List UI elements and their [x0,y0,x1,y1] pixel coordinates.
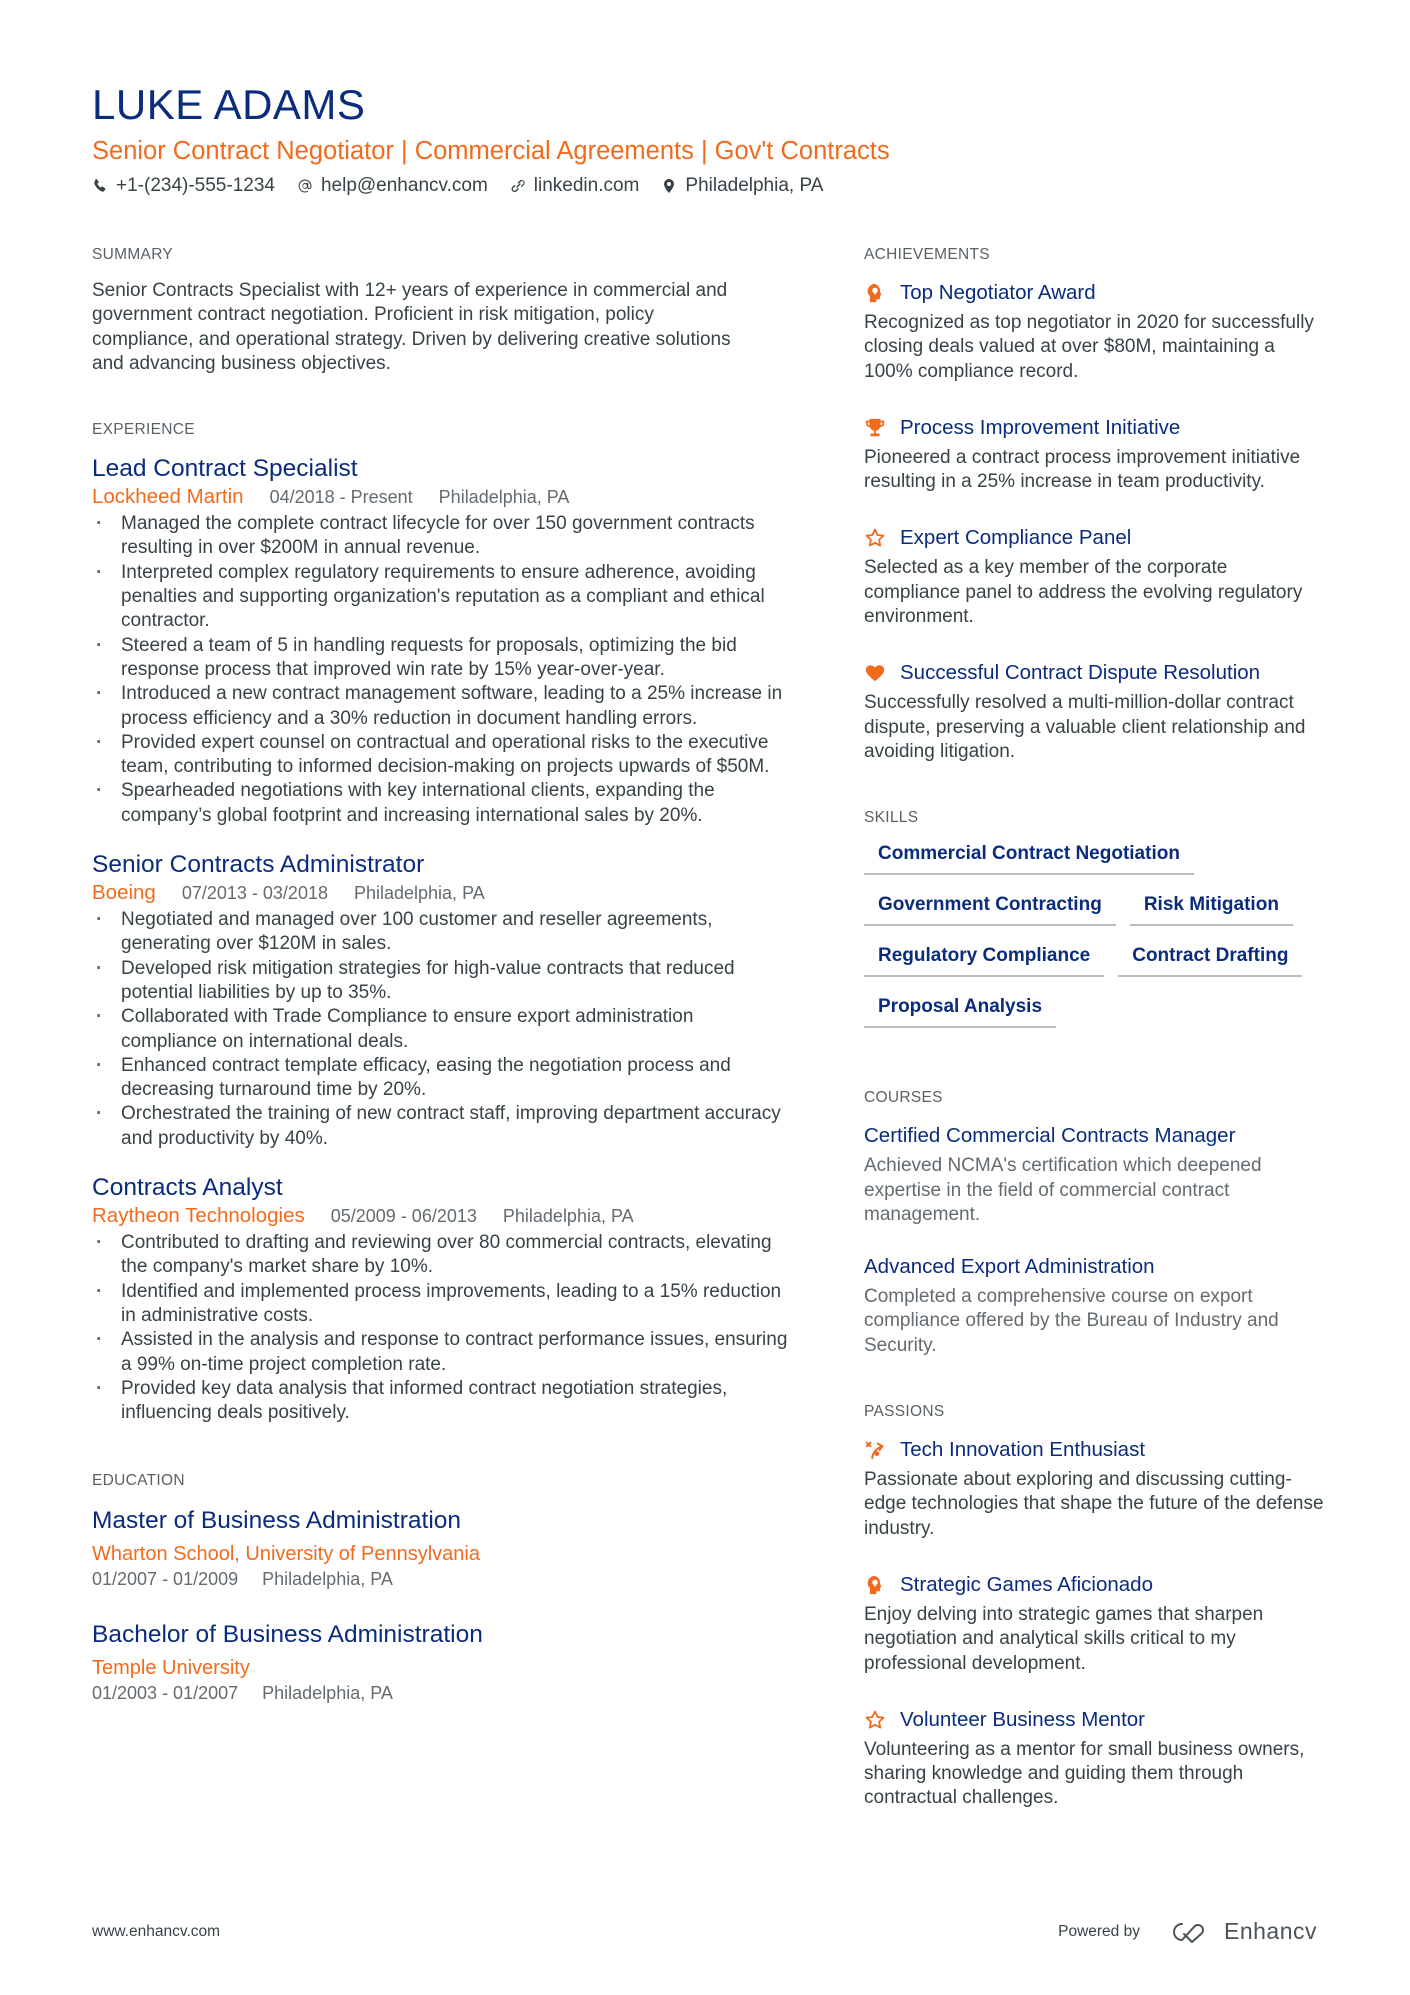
edu-location: Philadelphia, PA [262,1569,393,1590]
achievement-title: Process Improvement Initiative [900,415,1181,439]
achievement-item [864,524,1324,629]
enhancv-brand-name: Enhancv [1223,1918,1317,1944]
contact-location-text: Philadelphia, PA [685,175,824,196]
edu-school: Wharton School, University of Pennsylvania [92,1543,480,1566]
achievement-item [864,659,1324,764]
passion-title: Strategic Games Aficionado [900,1572,1153,1596]
education-heading: EDUCATION [92,1472,185,1490]
summary-text: Senior Contracts Specialist with 12+ years of experience in commercial and government contract negotiation. Proficient in risk mitigation, policy compliance, and operational strategy. Driven by delivering creative solutions and advancing business objectives. [92,280,731,374]
job-location: Philadelphia, PA [353,883,485,904]
job-bullet: · Assisted in the analysis and response to contract performance issues, ensuring a 99% on-time project completion rate. [92,1328,792,1377]
job-meta [92,880,792,906]
job-bullet: · Negotiated and managed over 100 customer and reseller agreements, generating over $120M in sales. [92,908,792,957]
job-company: Raytheon Technologies [92,1204,305,1228]
skill-tag: Proposal Analysis [864,991,1056,1028]
candidate-headline: Senior Contract Negotiator | Commercial Agreements | Gov't Contracts [92,137,890,165]
achievement-title: Expert Compliance Panel [900,526,1132,550]
achievements-heading: ACHIEVEMENTS [864,246,990,263]
head-lightbulb-icon [864,1574,886,1596]
summary-section [92,245,792,376]
passions-heading: PASSIONS [864,1403,945,1421]
job-entry [92,1173,792,1425]
enhancv-logo[interactable] [1166,1918,1317,1945]
job-bullet: · Provided key data analysis that informed contract negotiation strategies, influencing deals positively. [92,1377,792,1426]
contact-phone-text: +1-(234)-555-1234 [116,175,275,196]
job-bullets [92,512,792,828]
job-bullet: · Provided expert counsel on contractual and operational risks to the executive team, contributing to informed decision-making on projects upwards of $50M. [92,731,792,780]
contact-linkedin-text: linkedin.com [533,175,640,196]
achievement-title: Top Negotiator Award [900,281,1096,304]
passion-item [864,1706,1324,1811]
job-dates: 04/2018 - Present [269,487,413,508]
achievement-desc: Pioneered a contract process improvement initiative resulting in a 25% increase in team productivity. [864,446,1301,493]
job-bullets [92,1231,792,1425]
passion-item [864,1571,1324,1676]
edu-meta [92,1681,792,1705]
contact-location [661,172,823,200]
edu-location: Philadelphia, PA [262,1683,393,1704]
job-company: Boeing [92,881,156,905]
course-title: Certified Commercial Contracts Manager [864,1124,1236,1148]
resume-header [92,80,1322,200]
skill-tag: Commercial Contract Negotiation [864,838,1194,875]
education-entry [92,1505,792,1591]
powered-by-label: Powered by [1058,1922,1140,1940]
edu-degree: Master of Business Administration [92,1507,462,1535]
contact-linkedin[interactable] [510,172,640,200]
edu-meta [92,1567,792,1591]
right-column [864,245,1324,1849]
job-entry [92,454,792,828]
edu-dates: 01/2007 - 01/2009 [92,1569,239,1590]
edu-school: Temple University [92,1657,250,1680]
edu-dates: 01/2003 - 01/2007 [92,1683,239,1704]
contact-email[interactable] [297,172,488,200]
job-title: Lead Contract Specialist [92,455,358,483]
achievements-section [864,245,1324,764]
experience-section [92,420,792,1425]
skill-tag: Regulatory Compliance [864,940,1104,977]
skills-section [864,808,1324,1028]
candidate-name: LUKE ADAMS [92,81,366,128]
job-dates: 07/2013 - 03/2018 [181,883,328,904]
course-item [864,1122,1324,1227]
job-bullet: · Interpreted complex regulatory requirements to ensure adherence, avoiding penalties and supporting organization's reputation as a compliant and ethical contractor. [92,561,792,634]
passion-header [864,1706,1324,1734]
courses-section [864,1088,1324,1358]
achievement-header [864,524,1324,552]
location-pin-icon [661,178,677,194]
skills-list [864,838,1324,1028]
phone-icon [92,178,108,194]
contact-email-text: help@enhancv.com [320,175,488,196]
head-lightbulb-icon [864,282,886,304]
footer-website-link[interactable]: www.enhancv.com [92,1922,221,1940]
job-bullet: · Introduced a new contract management software, leading to a 25% increase in process efficiency and a 30% reduction in document handling errors. [92,682,792,731]
passion-desc: Passionate about exploring and discussing cutting-edge technologies that shape the future of the defense industry. [864,1469,1324,1539]
heart-icon [864,662,886,684]
link-icon [510,178,526,194]
job-bullets [92,908,792,1151]
job-entry [92,850,792,1151]
job-bullet: · Steered a team of 5 in handling requests for proposals, optimizing the bid response process that improved win rate by 15% year-over-year. [92,634,792,683]
job-dates: 05/2009 - 06/2013 [330,1206,477,1227]
job-bullet: · Identified and implemented process improvements, leading to a 15% reduction in administrative costs. [92,1280,792,1329]
passion-desc: Enjoy delving into strategic games that sharpen negotiation and analytical skills critical to my professional development. [864,1603,1264,1674]
job-bullet: · Developed risk mitigation strategies for high-value contracts that reduced potential liabilities by up to 35%. [92,957,792,1006]
courses-heading: COURSES [864,1089,943,1107]
job-bullet: · Orchestrated the training of new contract staff, improving department accuracy and productivity by 40%. [92,1102,792,1151]
contact-phone[interactable] [92,172,275,200]
skills-heading: SKILLS [864,809,919,827]
passion-desc: Volunteering as a mentor for small business owners, sharing knowledge and guiding them through contractual challenges. [864,1738,1305,1809]
course-desc: Completed a comprehensive course on export compliance offered by the Bureau of Industry and Security. [864,1286,1279,1356]
at-icon [297,178,313,194]
passion-title: Tech Innovation Enthusiast [900,1438,1146,1462]
job-bullet: · Collaborated with Trade Compliance to ensure export administration compliance on international deals. [92,1005,792,1054]
skill-tag: Risk Mitigation [1130,889,1293,926]
job-meta [92,1203,792,1229]
passions-section [864,1402,1324,1811]
course-title: Advanced Export Administration [864,1255,1155,1279]
education-section [92,1471,792,1705]
job-bullet: · Enhanced contract template efficacy, easing the negotiation process and decreasing turnaround time by 20%. [92,1054,792,1103]
achievement-header [864,659,1324,687]
job-title: Contracts Analyst [92,1174,283,1202]
passion-header [864,1436,1324,1464]
achievement-item [864,414,1324,495]
left-column [92,245,792,1743]
achievement-desc: Successfully resolved a multi-million-dollar contract dispute, preserving a valuable client relationship and avoiding litigation. [864,692,1306,762]
achievement-header [864,279,1324,307]
passion-header [864,1571,1324,1599]
passion-title: Volunteer Business Mentor [900,1707,1145,1731]
job-company: Lockheed Martin [92,485,244,509]
passion-item [864,1436,1324,1541]
enhancv-logo-icon [1166,1919,1214,1945]
achievement-desc: Recognized as top negotiator in 2020 for successfully closing deals valued at over $80M, maintaining a 100% compliance record. [864,312,1314,382]
job-location: Philadelphia, PA [438,487,570,508]
job-meta [92,484,792,510]
course-desc: Achieved NCMA's certification which deepened expertise in the field of commercial contract management. [864,1155,1262,1225]
skill-tag: Government Contracting [864,889,1116,926]
contact-row [92,172,1322,200]
strategy-route-icon [864,1439,886,1461]
edu-degree: Bachelor of Business Administration [92,1621,483,1649]
summary-heading: SUMMARY [92,246,174,263]
star-outline-icon [864,1709,886,1731]
job-location: Philadelphia, PA [502,1206,634,1227]
achievement-title: Successful Contract Dispute Resolution [900,661,1261,685]
star-outline-icon [864,527,886,549]
trophy-icon [864,417,886,439]
job-title: Senior Contracts Administrator [92,851,425,879]
powered-by [1058,1918,1317,1945]
achievement-header [864,414,1324,442]
page-footer [92,1918,1317,1945]
achievement-desc: Selected as a key member of the corporate compliance panel to address the evolving regulatory environment. [864,557,1303,628]
experience-heading: EXPERIENCE [92,421,195,439]
job-bullet: · Managed the complete contract lifecycle for over 150 government contracts resulting in over $200M in annual revenue. [92,512,792,561]
education-entry [92,1619,792,1705]
achievement-item [864,279,1324,384]
course-item [864,1253,1324,1358]
job-bullet: · Contributed to drafting and reviewing over 80 commercial contracts, elevating the company's market share by 10%. [92,1231,792,1280]
job-bullet: · Spearheaded negotiations with key international clients, expanding the company’s global footprint and increasing international sales by 20%. [92,779,792,828]
skill-tag: Contract Drafting [1118,940,1302,977]
